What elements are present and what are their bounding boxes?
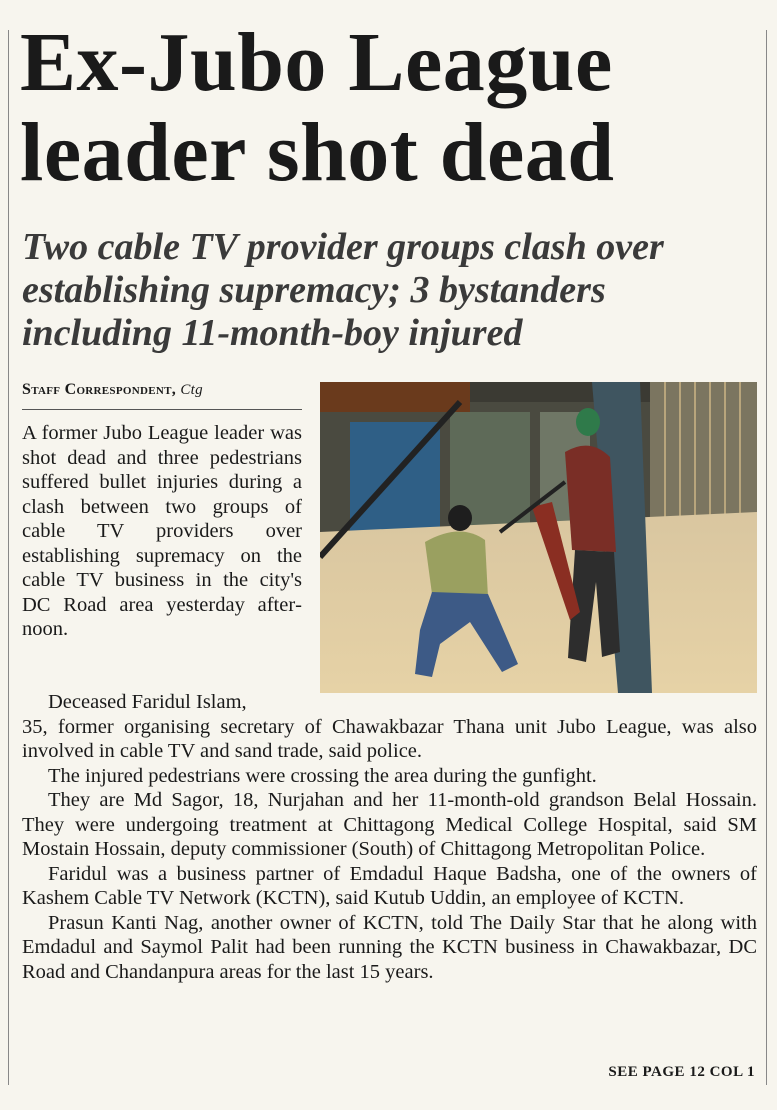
subheadline-line: establishing supremacy; 3 bystanders: [22, 269, 606, 311]
article-body: [22, 690, 757, 984]
body-paragraph: Prasun Kanti Nag, another owner of KCTN, told The Daily Star that he along with Emdadul and Saymol Palit had been running the KCTN business in Chawakbazar, DC Road and Chandanpura areas for the last 15 years.: [22, 911, 757, 983]
subheadline: [22, 226, 762, 355]
byline-location: Ctg: [180, 382, 203, 398]
byline-divider: [22, 409, 302, 410]
headline: [20, 18, 760, 198]
news-photo: [320, 382, 757, 693]
byline-author: Staff Correspondent,: [22, 381, 177, 398]
body-paragraph: [22, 690, 757, 715]
body-paragraph: 35, former organising secretary of Chawakbazar Thana unit Jubo League, was also involved in cable TV and sand trade, said police.: [22, 715, 757, 762]
lead-paragraph: A former Jubo League leader was shot dead and three pedestrians suffered bullet injuries during a clash between two groups of cable TV providers over establishing supremacy on the cable TV business in the city's DC Road area yesterday afternoon.: [22, 422, 302, 640]
paragraph-lead-in: Deceased Faridul Islam,: [48, 691, 247, 713]
subheadline-line: Two cable TV provider groups clash over: [22, 226, 664, 268]
continuation-line: SEE PAGE 12 COL 1: [608, 1064, 755, 1080]
byline: [22, 381, 302, 399]
headline-line: leader shot dead: [20, 106, 615, 199]
body-paragraph: They are Md Sagor, 18, Nurjahan and her 11-month-old grandson Belal Hossain. They were undergoing treatment at Chittagong Medical College Hospital, said SM Mostain Hossain, deputy commissioner (South) of Chittagong Metropolitan Police.: [22, 789, 757, 860]
right-column-rule: [766, 30, 767, 1085]
body-paragraph: Faridul was a business partner of Emdadul Haque Badsha, one of the owners of Kashem Cable TV Network (KCTN), said Kutub Uddin, an employee of KCTN.: [22, 862, 757, 909]
subheadline-line: including 11-month-boy injured: [22, 312, 523, 354]
left-column-rule: [8, 30, 9, 1085]
body-paragraph: The injured pedestrians were crossing the area during the gunfight.: [48, 764, 597, 787]
headline-line: Ex-Jubo League: [20, 16, 613, 109]
